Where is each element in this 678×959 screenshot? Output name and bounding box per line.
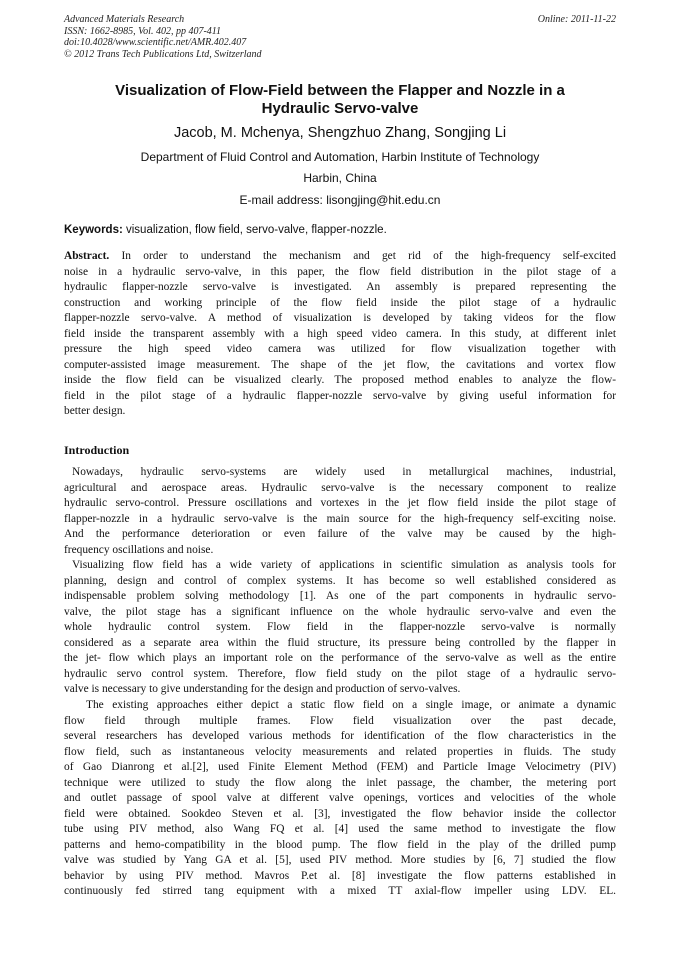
abstract-line: noise in a hydraulic servo-valve, in this paper, the flow field distribution in the pilot stage of a — [64, 265, 616, 278]
paragraph-line: valve is necessary to give understanding for the design and production of servo-valves. — [64, 683, 461, 695]
paragraph-line: continuously fed stirred tang equipment with a mixed TT axial-flow impeller using LDV. EL. — [64, 885, 616, 897]
keywords — [64, 223, 616, 237]
paragraph-line: flapper-nozzle in a hydraulic servo-valve is the main source for the high-frequency self-exciting noise. — [64, 512, 616, 525]
journal-header — [64, 14, 616, 60]
doi: doi:10.4028/www.scientific.net/AMR.402.407 — [64, 37, 247, 48]
abstract-line: pressure the high speed video camera was utilized for flow visualization together with — [64, 343, 616, 355]
abstract-line: field inside the transparent assembly with a high speed video camera. In this study, at different inlet — [64, 327, 616, 340]
abstract-line: inside the flow field can be visualized clearly. The proposed method enables to analyze the flow- — [64, 374, 616, 386]
intro-paragraph-1 — [64, 465, 616, 558]
paragraph-line: technique were utilized to study the flow along the inlet passage, the chamber, the metering port — [64, 776, 616, 789]
paragraph-line: of Gao Dianrong et al.[2], used Finite Element Method (FEM) and Particle Image Velocimetry (PIV) — [64, 761, 616, 773]
paragraph-line: Visualizing flow field has a wide variety of applications in scientific simulation as analysis tools for — [72, 559, 616, 571]
paragraph-line: flow field through multiple frames. Flow field visualization over the past decade, — [64, 714, 616, 727]
abstract-line: better design. — [64, 405, 126, 417]
section-heading-introduction: Introduction — [64, 443, 130, 457]
copyright: © 2012 Trans Tech Publications Ltd, Switzerland — [64, 48, 262, 60]
title-line: Hydraulic Servo-valve — [261, 100, 419, 117]
paragraph-line: Nowadays, hydraulic servo-systems are widely used in metallurgical machines, industrial, — [72, 466, 616, 478]
abstract-line: flapper-nozzle servo-valve. A method of visualization is developed by taking videos for the flow — [64, 312, 616, 324]
paragraph-line: several researchers has developed various methods for identification of the flow characteristics in the — [64, 730, 616, 742]
keywords-label: Keywords: — [64, 224, 123, 236]
paragraph-line: tube using PIV method, also Wang FQ et al. [4] used the same method to investigate the flow — [64, 823, 616, 835]
paragraph-line: field were obtained. Sookdeo Steven et al. [3], investigated the flow behavior inside the collector — [64, 807, 616, 820]
intro-paragraph-2 — [64, 558, 616, 698]
title-line: Visualization of Flow-Field between the Flapper and Nozzle in a — [115, 82, 565, 99]
paragraph-line: behavior by using PIV method. Mavros P.et al. [8] investigate the flow patterns established in — [64, 869, 616, 882]
paragraph-line: valve was studied by Yang GA et al. [5], used PIV method. More studies by [6, 7] studied the flow — [64, 854, 616, 866]
paragraph-line: frequency oscillations and noise. — [64, 543, 214, 556]
authors: Jacob, M. Mchenya, Shengzhuo Zhang, Songjing Li — [173, 125, 507, 141]
paragraph-line: valve, the pilot stage has a significant influence on the whole hydraulic servo-valve and even the — [64, 605, 616, 618]
paragraph-line: considered as a separate area within the fluid structure, its pressure being controlled by the flapper in — [64, 636, 616, 649]
abstract-label: Abstract. — [64, 250, 110, 262]
paragraph-line: agricultural and aerospace areas. Hydraulic servo-valve is the necessary component to realize — [64, 481, 616, 494]
paragraph-line: And the performance deterioration or even failure of the valve may be caused by the high- — [64, 528, 616, 540]
abstract-line: Abstract. In order to understand the mechanism and get rid of the high-frequency self-excited — [64, 250, 616, 262]
affiliation-email: E-mail address: lisongjing@hit.edu.cn — [239, 193, 441, 207]
affiliation-city: Harbin, China — [303, 171, 377, 185]
keywords-text: visualization, flow field, servo-valve, flapper-nozzle. — [122, 224, 387, 236]
paragraph-line: indispensable problem solving methodology [1]. As one of the part components in hydraulic servo- — [64, 590, 616, 602]
abstract-line: hydraulic flapper-nozzle servo-valve is investigated. An assembly is prepared representing the — [64, 281, 616, 293]
abstract — [64, 249, 616, 420]
affiliation-department: Department of Fluid Control and Automation, Harbin Institute of Technology — [140, 150, 540, 164]
paragraph-line: hydraulic servo-control. Pressure oscillations and vortexes in the jet flow field inside the pilot stage of — [64, 497, 616, 509]
abstract-line: field in the pilot stage of a hydraulic flapper-nozzle servo-valve by giving useful information for — [64, 389, 616, 402]
paragraph-line: planning, design and control of complex systems. It has become so well established considered as — [64, 574, 616, 587]
paragraph-line: hydraulic servo control system. Therefore, flow field study on the pilot stage of a hydraulic servo- — [64, 667, 616, 680]
intro-paragraph-3 — [64, 698, 616, 900]
paragraph-line: flow field, such as instantaneous velocity measurements and related properties in fluids. The study — [64, 745, 616, 758]
journal-name: Advanced Materials Research — [64, 14, 185, 25]
paragraph-line: patterns and hemo-compatibility in the blood pump. The flow field in the play of the drilled pump — [64, 838, 616, 851]
paragraph-line: The existing approaches either depict a static flow field on a single image, or animate a dynamic — [86, 699, 616, 711]
abstract-line: construction and working principle of the flow field inside the pilot stage of a hydraulic — [64, 296, 616, 309]
abstract-line: computer-assisted image measurement. The shape of the jet flow, the cavitations and vortex flow — [64, 358, 616, 371]
paragraph-line: the jet- flow which plays an important role on the performance of the servo-valve as well as the entire — [64, 652, 616, 664]
paragraph-line: whole hydraulic control system. Flow field in the flapper-nozzle servo-valve is normally — [64, 621, 616, 633]
online-date: Online: 2011-11-22 — [537, 14, 616, 25]
issn: ISSN: 1662-8985, Vol. 402, pp 407-411 — [64, 25, 222, 37]
paper-title — [64, 82, 616, 118]
paragraph-line: and outlet passage of spool valve at different valve openings, vortices and velocities of the whole — [64, 792, 616, 804]
